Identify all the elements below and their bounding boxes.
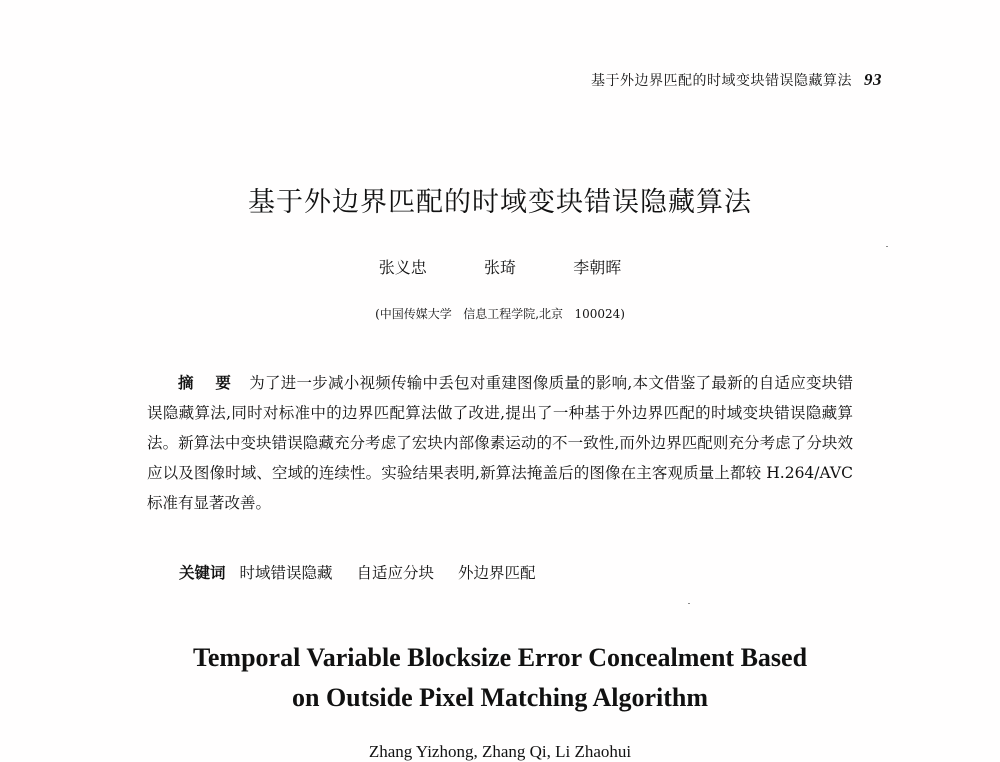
- abstract: [147, 368, 853, 518]
- keywords-label: 关键词: [179, 563, 226, 582]
- paper-title-chinese: 基于外边界匹配的时域变块错误隐藏算法: [248, 187, 752, 218]
- keywords: [179, 561, 560, 583]
- scan-speck: [886, 246, 888, 247]
- page-number: 93: [864, 70, 882, 89]
- affiliation: (中国传媒大学 信息工程学院,北京 100024): [375, 307, 625, 321]
- title-en-line-2: on Outside Pixel Matching Algorithm: [292, 683, 708, 712]
- authors-chinese: 张义忠 张琦 李朝晖: [378, 258, 622, 277]
- abstract-text: 为了进一步减小视频传输中丢包对重建图像质量的影响,本文借鉴了最新的自适应变块错误隐藏算法,同时对标准中的边界匹配算法做了改进,提出了一种基于外边界匹配的时域变块错误隐藏算法。新算法中变块错误隐藏充分考虑了宏块内部像素运动的不一致性,而外边界匹配则充分考虑了分块效应以及图像时域、空域的连续性。实验结果表明,新算法掩盖后的图像在主客观质量上都较 H.264/AVC 标准有显著改善。: [147, 374, 853, 512]
- abstract-label: 摘 要: [178, 373, 240, 392]
- keyword: 时域错误隐藏: [239, 564, 333, 582]
- keyword: 外边界匹配: [458, 564, 536, 582]
- running-title: 基于外边界匹配的时域变块错误隐藏算法: [591, 73, 852, 89]
- keyword: 自适应分块: [356, 564, 435, 582]
- title-en-line-1: Temporal Variable Blocksize Error Concealment Based: [192, 643, 808, 672]
- paper-title-english: [0, 638, 1000, 718]
- authors-english: Zhang Yizhong, Zhang Qi, Li Zhaohui: [368, 742, 632, 761]
- scan-speck: [688, 603, 690, 604]
- running-header: [591, 70, 882, 90]
